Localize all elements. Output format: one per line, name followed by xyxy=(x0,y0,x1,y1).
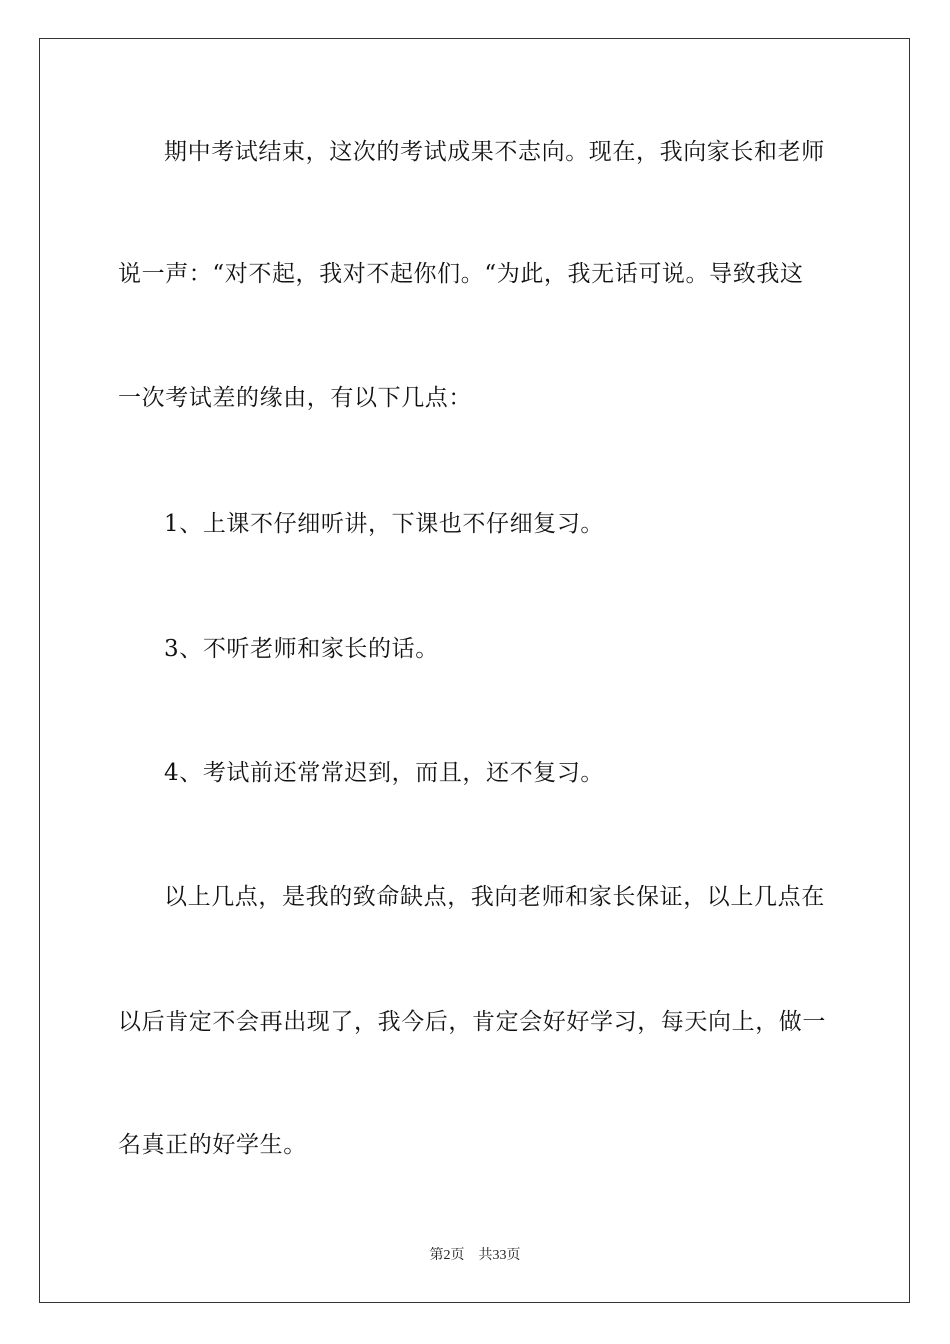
list-item-1: 1、上课不仔细听讲，下课也不仔细复习。 xyxy=(164,511,605,537)
paragraph-1-line-2: 说一声：“对不起，我对不起你们。“为此，我无话可说。导致我这 xyxy=(118,261,804,287)
page-border xyxy=(39,38,910,1303)
paragraph-2-line-2: 以后肯定不会再出现了，我今后，肯定会好好学习，每天向上，做一 xyxy=(118,1009,826,1035)
page-total: 共33页 xyxy=(478,1248,521,1263)
page-number: 第2页 xyxy=(429,1248,465,1263)
paragraph-2-line-3: 名真正的好学生。 xyxy=(118,1132,307,1158)
paragraph-1-line-1: 期中考试结束，这次的考试成果不志向。现在，我向家长和老师 xyxy=(164,139,825,165)
paragraph-2-line-1: 以上几点，是我的致命缺点，我向老师和家长保证，以上几点在 xyxy=(164,884,825,910)
paragraph-1-line-3: 一次考试差的缘由，有以下几点： xyxy=(118,385,472,411)
page-footer xyxy=(0,1247,950,1265)
list-item-3: 3、不听老师和家长的话。 xyxy=(164,636,439,662)
list-item-4: 4、考试前还常常迟到，而且，还不复习。 xyxy=(164,760,605,786)
